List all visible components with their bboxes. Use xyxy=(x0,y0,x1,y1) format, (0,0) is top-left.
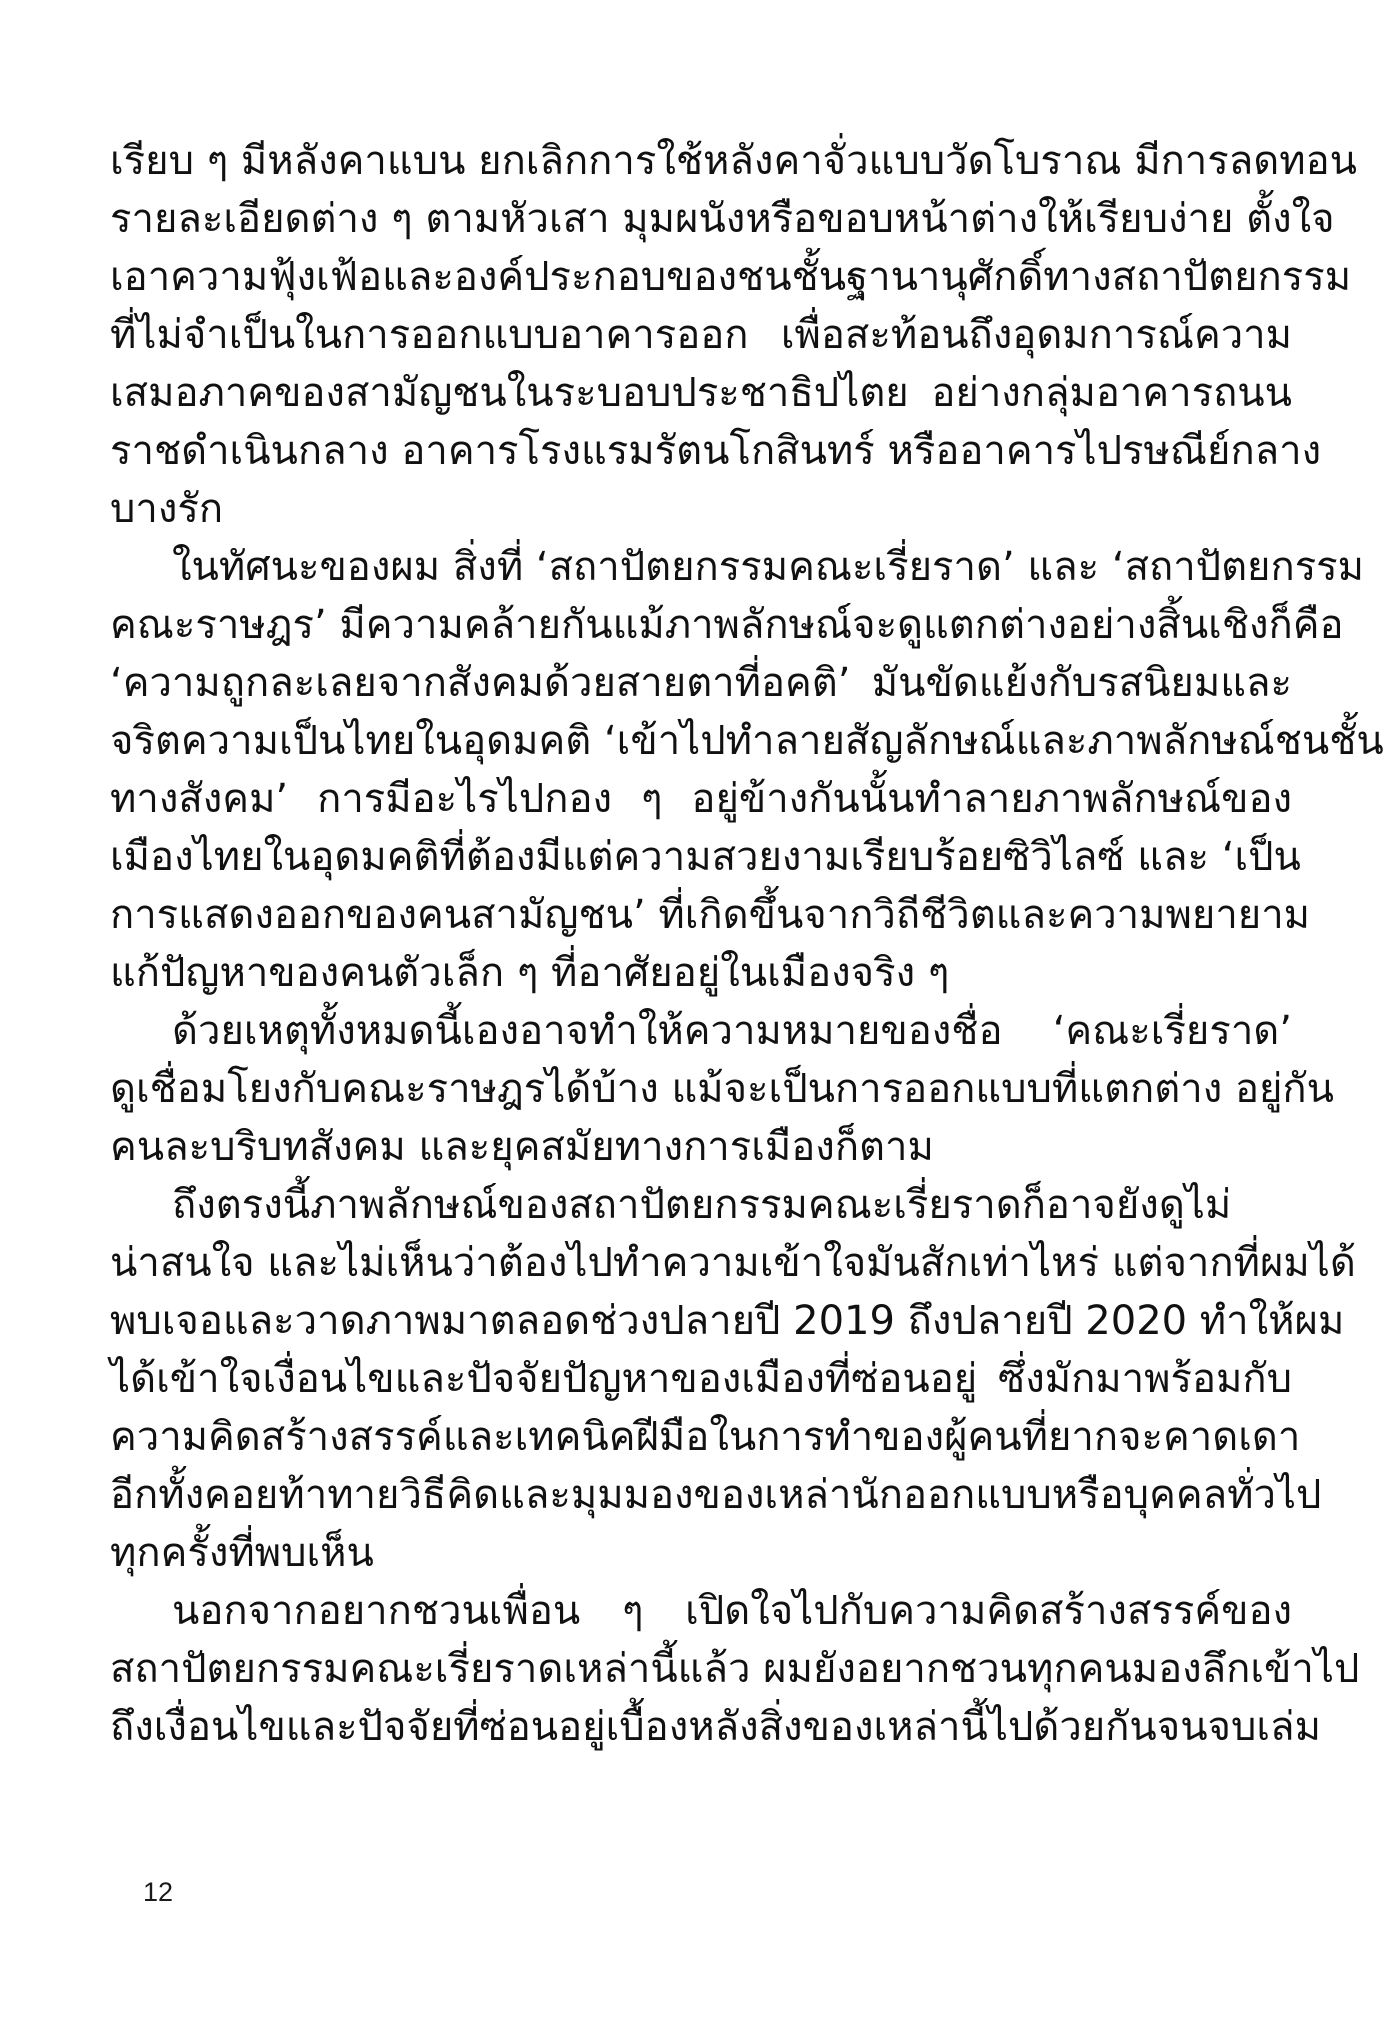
text-line: เสมอภาคของสามัญชนในระบอบประชาธิปไตย อย่างกลุ่มอาคารถนน xyxy=(110,370,1292,416)
text-line: ราชดำเนินกลาง อาคารโรงแรมรัตนโกสินทร์ หรืออาคารไปรษณีย์กลาง xyxy=(110,428,1322,474)
text-line paragraph-end: บางรัก xyxy=(110,486,224,532)
text-line paragraph-end: แก้ปัญหาของคนตัวเล็ก ๆ ที่อาศัยอยู่ในเมืองจริง ๆ xyxy=(110,950,950,996)
text-line paragraph-start: ถึงตรงนี้ภาพลักษณ์ของสถาปัตยกรรมคณะเรี่ยราดก็อาจยังดูไม่ xyxy=(172,1182,1232,1228)
text-line paragraph-end: ทุกครั้งที่พบเห็น xyxy=(110,1530,374,1576)
text-line paragraph-start: ในทัศนะของผม สิ่งที่ ‘สถาปัตยกรรมคณะเรี่ยราด’ และ ‘สถาปัตยกรรม xyxy=(172,544,1365,590)
text-line: เมืองไทยในอุดมคติที่ต้องมีแต่ความสวยงามเรียบร้อยซิวิไลซ์ และ ‘เป็น xyxy=(110,834,1301,880)
text-line: สถาปัตยกรรมคณะเรี่ยราดเหล่านี้แล้ว ผมยังอยากชวนทุกคนมองลึกเข้าไป xyxy=(110,1646,1360,1692)
text-line paragraph-start: นอกจากอยากชวนเพื่อน ๆ เปิดใจไปกับความคิดสร้างสรรค์ของ xyxy=(172,1588,1292,1634)
text-line: จริตความเป็นไทยในอุดมคติ ‘เข้าไปทำลายสัญลักษณ์และภาพลักษณ์ชนชั้น xyxy=(110,718,1384,764)
text-line: น่าสนใจ และไม่เห็นว่าต้องไปทำความเข้าใจมันสักเท่าไหร่ แต่จากที่ผมได้ xyxy=(110,1240,1356,1286)
text-line: ความคิดสร้างสรรค์และเทคนิคฝีมือในการทำของผู้คนที่ยากจะคาดเดา xyxy=(110,1414,1301,1460)
body-text xyxy=(110,132,1384,1756)
text-line paragraph-start: ด้วยเหตุทั้งหมดนี้เองอาจทำให้ความหมายของชื่อ ‘คณะเรี่ยราด’ xyxy=(172,1008,1292,1054)
text-line: พบเจอและวาดภาพมาตลอดช่วงปลายปี 2019 ถึงปลายปี 2020 ทำให้ผม xyxy=(110,1298,1345,1344)
text-line: ได้เข้าใจเงื่อนไขและปัจจัยปัญหาของเมืองที่ซ่อนอยู่ ซึ่งมักมาพร้อมกับ xyxy=(110,1356,1292,1402)
page-number: 12 xyxy=(143,1877,174,1907)
text-line: การแสดงออกของคนสามัญชน’ ที่เกิดขึ้นจากวิถีชีวิตและความพยายาม xyxy=(110,892,1311,938)
text-line: อีกทั้งคอยท้าทายวิธีคิดและมุมมองของเหล่านักออกแบบหรือบุคคลทั่วไป xyxy=(110,1472,1322,1518)
text-line: คณะราษฎร’ มีความคล้ายกันแม้ภาพลักษณ์จะดูแตกต่างอย่างสิ้นเชิงก็คือ xyxy=(110,602,1344,648)
text-line paragraph-end: ถึงเงื่อนไขและปัจจัยที่ซ่อนอยู่เบื้องหลังสิ่งของเหล่านี้ไปด้วยกันจนจบเล่ม xyxy=(110,1704,1321,1750)
text-line: เอาความฟุ้งเฟ้อและองค์ประกอบของชนชั้นฐานานุศักดิ์ทางสถาปัตยกรรม xyxy=(110,254,1352,300)
text-line: ดูเชื่อมโยงกับคณะราษฎรได้บ้าง แม้จะเป็นการออกแบบที่แตกต่าง อยู่กัน xyxy=(110,1066,1334,1112)
text-line: ทางสังคม’ การมีอะไรไปกอง ๆ อยู่ข้างกันนั้นทำลายภาพลักษณ์ของ xyxy=(110,776,1292,822)
text-line: เรียบ ๆ มีหลังคาแบน ยกเลิกการใช้หลังคาจั่วแบบวัดโบราณ มีการลดทอน xyxy=(110,138,1357,184)
text-line paragraph-end: คนละบริบทสังคม และยุคสมัยทางการเมืองก็ตาม xyxy=(110,1124,934,1170)
text-line: ที่ไม่จำเป็นในการออกแบบอาคารออก เพื่อสะท้อนถึงอุดมการณ์ความ xyxy=(110,312,1292,358)
text-line: รายละเอียดต่าง ๆ ตามหัวเสา มุมผนังหรือขอบหน้าต่างให้เรียบง่าย ตั้งใจ xyxy=(110,196,1335,242)
text-line: ‘ความถูกละเลยจากสังคมด้วยสายตาที่อคติ’ มันขัดแย้งกับรสนิยมและ xyxy=(110,660,1292,706)
